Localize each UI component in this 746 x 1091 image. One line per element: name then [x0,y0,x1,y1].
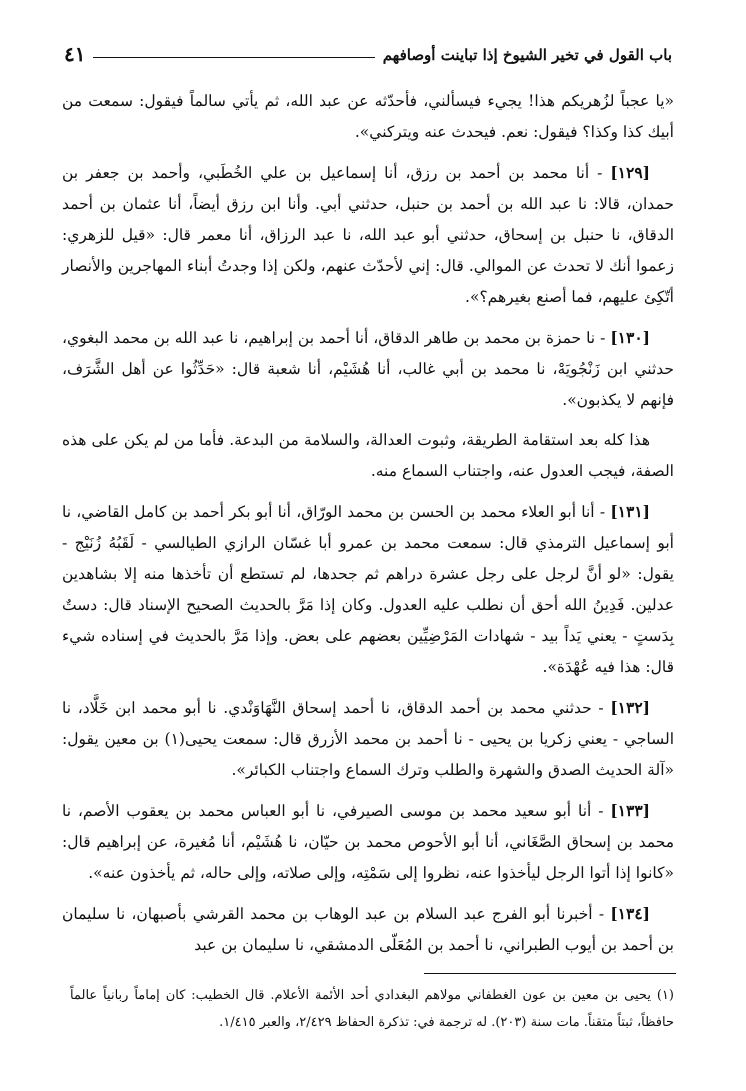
paragraph [62,425,674,487]
paragraph [62,692,674,786]
paragraph [62,898,674,961]
paragraph-text: - حدثني محمد بن أحمد الدقاق، نا أحمد إسحاق النَّهَاوَنْدي. نا أبو محمد ابن خَلَّاد، نا الساجي - يعني زكريا بن يحيى - نا أحمد بن محمد الأزرق قال: سمعت يحيى(١) بن معين يقول: «آلة الحديث الصدق والشهرة والطلب وترك السماع واجتناب الكبائر». [62,699,675,779]
paragraph [62,157,674,313]
footnote [70,982,674,1036]
footnote-paragraph [70,982,674,1036]
paragraph-text: - أنا محمد بن أحمد بن رزق، أنا إسماعيل بن علي الخُطَبي، وأحمد بن جعفر بن حمدان، قالا: نا عبد الله بن أحمد بن حنبل، حدثني أبي. وأنا ابن رزق أيضاً، أنا عثمان بن أحمد الدقاق، نا حنبل بن إسحاق، حدثني أبو عبد الله، نا عبد الرزاق، أنا معمر قال: «قيل للزهري: زعموا أنك لا تحدث عن الموالي. قال: إني لأحدّث عنهم، ولكن إذا وجدتُ أبناء المهاجرين والأنصار أتّكِئ عليهم، فما أصنع بغيرهم؟». [62,164,674,306]
footnote-marker: (١) [656,988,674,1003]
paragraph-text: «يا عجباً لزُهريكم هذا! يجيء فيسألني، فأحدّثه عن عبد الله، ثم يأتي سالماً فيقول: سمعت من أبيك كذا وكذا؟ فيقول: نعم. فيحدث عنه ويتركني». [62,92,674,141]
paragraph [62,322,674,416]
report-number: [١٣٢] [610,698,650,717]
report-number: [١٣٤] [610,904,650,923]
chapter-title: باب القول في تخير الشيوخ إذا تباينت أوصافهم [382,46,672,64]
report-number: [١٣٠] [610,328,650,347]
report-number: [١٣١] [610,502,650,521]
report-number: [١٢٩] [610,163,650,182]
paragraph-text: - نا حمزة بن محمد بن طاهر الدقاق، أنا أحمد بن إبراهيم، نا عبد الله بن محمد البغوي، حدثني ابن زَنْجُويَهْ، نا محمد بن أبي غالب، أنا هُشَيْم، أنا شعبة قال: «حَدِّثُوا عن أهل الشَّرَف، فإنهم لا يكذبون». [62,329,674,409]
footnote-separator [424,973,676,974]
paragraph [62,86,674,148]
page-number: ٤١ [64,42,86,66]
paragraph-text: - أنا أبو سعيد محمد بن موسى الصيرفي، نا أبو العباس محمد بن يعقوب الأصم، نا محمد بن إسحاق الصَّغَاني، أنا أبو الأحوص محمد بن حيّان، نا هُشَيْم، أنا مُغيرة، عن إبراهيم قال: «كانوا إذا أتوا الرجل ليأخذوا عنه، نظروا إلى سَمْتِه، وإلى صلاته، وإلى حاله، ثم يأخذون عنه». [62,802,674,882]
paragraph-text: هذا كله بعد استقامة الطريقة، وثبوت العدالة، والسلامة من البدعة. فأما من لم يكن على هذه الصفة، فيجب العدول عنه، واجتناب السماع منه. [62,431,674,480]
running-header [64,36,672,66]
paragraph [62,496,674,683]
paragraph-text: - أنا أبو العلاء محمد بن الحسن بن محمد الورّاق، أنا أبو بكر أحمد بن كامل القاضي، نا أبو إسماعيل الترمذي قال: سمعت محمد بن عمرو أبا غسّان الرازي الطيالسي - لَقَبُهُ زُنَيْج - يقول: «لو أنَّ لرجل على رجل عشرة دراهم ثم جحدها، لم تستطع أن تأخذها منه إلا بشاهدين عدلين. فَدِينُ الله أحق أن نطلب عليه العدول. وكان إذا مَرَّ بالحديث الصحيح الإسناد قال: دستٌ بِدَستٍ - يعني يَداً بيد - شهادات المَرْضِيِّين بعضهم على بعض. وإذا مَرَّ بالحديث في إسناده شيء قال: هذا فيه عُهْدَة». [62,503,674,676]
header-rule [93,57,374,58]
report-number: [١٣٣] [610,801,650,820]
paragraph-text: - أخبرنا أبو الفرج عبد السلام بن عبد الوهاب بن محمد القرشي بأصبهان، نا سليمان بن أحمد بن أيوب الطبراني، نا أحمد بن المُعَلّى الدمشقي، نا سليمان بن عبد [62,905,674,954]
paragraph [62,795,674,889]
body-text [62,86,674,970]
footnote-text: يحيى بن معين بن عون الغطفاني مولاهم البغدادي أحد الأئمة الأعلام. قال الخطيب: كان إماماً ربانياً عالماً حافظاً، ثبتاً متقناً. مات سنة (٢٠٣). له ترجمة في: تذكرة الحفاظ ٢/٤٢٩، والعبر ١/٤١٥. [70,988,674,1030]
